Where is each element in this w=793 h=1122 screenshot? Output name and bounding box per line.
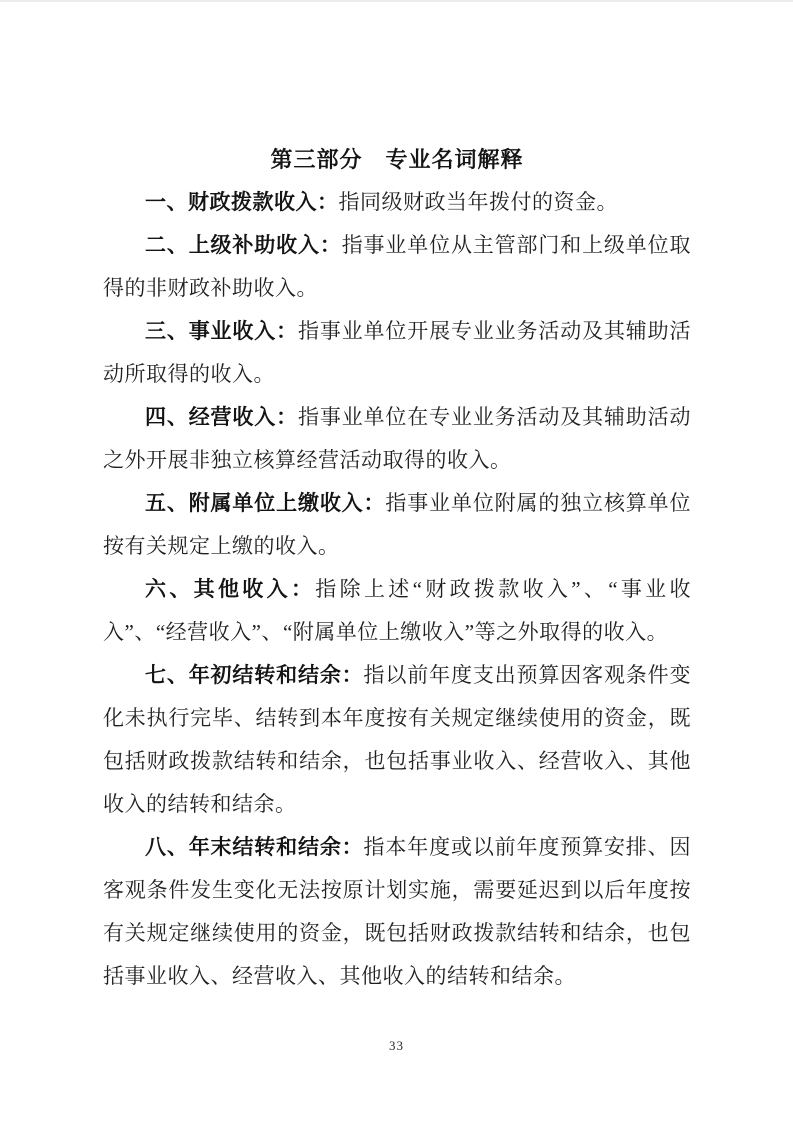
term-label: 五、附属单位上缴收入：	[145, 491, 386, 515]
term-definition: 指本年度或以前年度预算安排、因客观条件发生变化无法按原计划实施，需要延迟到以后年度按有关规定继续使用的资金，既包括财政拨款结转和结余，也包括事业收入、经营收入、其他收入的结转和结余。	[103, 835, 692, 988]
definition-paragraph	[103, 181, 691, 224]
term-definition: 指事业单位开展专业业务活动及其辅助活动所取得的收入。	[103, 319, 692, 386]
term-label: 一、财政拨款收入：	[145, 190, 339, 214]
definition-paragraph	[103, 568, 691, 654]
definition-paragraph	[103, 826, 691, 998]
definition-paragraph	[103, 396, 691, 482]
term-definition: 指事业单位附属的独立核算单位按有关规定上缴的收入。	[103, 491, 692, 558]
term-label: 二、上级补助收入：	[145, 233, 342, 257]
term-definition: 指事业单位在专业业务活动及其辅助活动之外开展非独立核算经营活动取得的收入。	[103, 405, 692, 472]
definition-paragraph	[103, 310, 691, 396]
definition-paragraph	[103, 482, 691, 568]
document-body	[103, 138, 691, 998]
term-label: 四、经营收入：	[145, 405, 298, 429]
term-definition: 指以前年度支出预算因客观条件变化未执行完毕、结转到本年度按有关规定继续使用的资金，既包括财政拨款结转和结余，也包括事业收入、经营收入、其他收入的结转和结余。	[103, 663, 692, 816]
term-definition: 指同级财政当年拨付的资金。	[338, 190, 618, 214]
page-number: 33	[389, 1038, 404, 1053]
definition-paragraph	[103, 654, 691, 826]
term-label: 七、年初结转和结余：	[145, 663, 364, 687]
term-label: 三、事业收入：	[145, 319, 298, 343]
term-label: 八、年末结转和结余：	[145, 835, 364, 859]
page-title: 第三部分 专业名词解释	[270, 147, 524, 172]
term-label: 六、其他收入：	[145, 577, 316, 601]
scan-edge-artifact	[0, 0, 793, 2]
definition-paragraph	[103, 224, 691, 310]
term-definition: 指事业单位从主管部门和上级单位取得的非财政补助收入。	[103, 233, 691, 300]
term-definition: 指除上述“财政拨款收入”、“事业收入”、“经营收入”、“附属单位上缴收入”等之外取得的收入。	[103, 577, 691, 644]
